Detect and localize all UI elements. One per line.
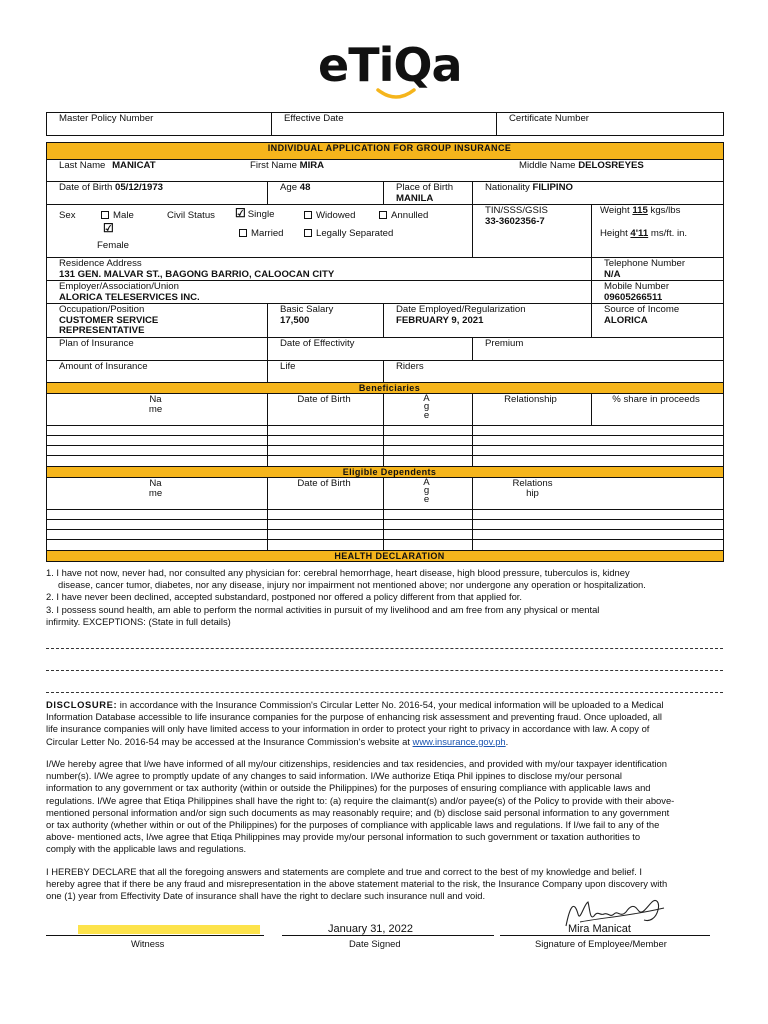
income-label: Source of Income bbox=[604, 304, 680, 315]
consent-line: comply with the applicable laws and regulations. bbox=[46, 843, 247, 855]
logo-text: eTiQa bbox=[318, 38, 462, 92]
telephone-value: N/A bbox=[604, 268, 621, 280]
dep-relationship-header-1: Relations bbox=[512, 477, 553, 489]
weight-value: 115 bbox=[632, 205, 648, 216]
age-label: Age bbox=[280, 182, 298, 193]
effectivity-label: Date of Effectivity bbox=[268, 337, 473, 360]
health-title: HEALTH DECLARATION bbox=[47, 550, 724, 561]
employer-value: ALORICA TELESERVICES INC. bbox=[59, 291, 200, 303]
height-unit: ms/ft. in. bbox=[650, 227, 688, 239]
date-employed-value: FEBRUARY 9, 2021 bbox=[396, 314, 484, 326]
consent-line: regulations. I/We agree that Etiqa Philippines shall have the right to: (a) require the claimant(s) and/or payee(s) of the Policy to provide with their above- bbox=[46, 794, 675, 806]
widowed-label: Widowed bbox=[316, 210, 356, 221]
smile-logo-mark bbox=[376, 88, 416, 100]
ben-name-header-2: me bbox=[148, 404, 163, 415]
annulled-checkbox[interactable] bbox=[379, 211, 387, 219]
consent-line: I/We hereby agree that I/we have informed of all my/our citizenships, residencies and tax residencies, and provided with my/our taxpayer identification bbox=[46, 758, 667, 769]
life-label: Life bbox=[268, 360, 384, 382]
ben-relationship-header: Relationship bbox=[473, 393, 592, 425]
dob-value: 05/12/1973 bbox=[115, 182, 164, 193]
declare-line: I HEREBY DECLARE that all the foregoing answers and statements are complete and true and correct to the best of my knowledge and belief. I bbox=[46, 866, 642, 877]
insurance-website-link[interactable]: www.insurance.gov.ph bbox=[412, 735, 506, 747]
etiqa-logo bbox=[318, 40, 468, 98]
tin-value: 33-3602356-7 bbox=[485, 215, 545, 227]
date-employed-label: Date Employed/Regularization bbox=[396, 304, 526, 315]
health-item-3b: infirmity. EXCEPTIONS: (State in full details) bbox=[46, 615, 231, 627]
ben-name-header-1: Na bbox=[149, 393, 162, 405]
master-policy-label: Master Policy Number bbox=[47, 113, 272, 136]
dep-name-header-1: Na bbox=[149, 477, 162, 489]
salary-value: 17,500 bbox=[280, 314, 310, 326]
married-checkbox[interactable] bbox=[239, 229, 247, 237]
consent-line: or tax authority (whether within or out of the Philippines) for the purposes of compliance with applicable laws and regulations. If I/we fail to any of the bbox=[46, 819, 660, 831]
dependents-title: Eligible Dependents bbox=[47, 466, 724, 477]
ben-age-header-1: A bbox=[423, 393, 430, 404]
disclosure-line1: in accordance with the Insurance Commission's Circular Letter No. 2016-54, your medical information will be uploaded to a Medical bbox=[117, 699, 664, 710]
disclosure-line4-end: . bbox=[505, 735, 509, 747]
consent-line: number(s). I/We agree to promptly update of any changes to said information. I/We authorize Etiqa Phil ippines to disclose my/our personal bbox=[46, 770, 622, 782]
ben-age-header-3: e bbox=[423, 409, 430, 421]
disclosure bbox=[46, 699, 724, 748]
male-label: Male bbox=[113, 210, 134, 221]
dep-age-header-1: A bbox=[423, 477, 430, 488]
certificate-label: Certificate Number bbox=[497, 113, 724, 136]
ben-share-header: % share in proceeds bbox=[592, 393, 724, 425]
single-label: Single bbox=[247, 209, 275, 220]
health-item-2: 2. I have never been declined, accepted substandard, postponed nor offered a policy different from that applied for. bbox=[46, 591, 523, 603]
first-name-value: MIRA bbox=[299, 160, 325, 171]
dep-row bbox=[47, 539, 724, 550]
annulled-label: Annulled bbox=[391, 210, 429, 221]
middle-name-value: DELOSREYES bbox=[578, 160, 644, 171]
height-label: Height bbox=[600, 227, 628, 239]
application-table bbox=[46, 142, 724, 562]
mobile-value: 09605266511 bbox=[604, 291, 663, 303]
nationality-value: FILIPINO bbox=[532, 182, 573, 193]
ben-dob-header: Date of Birth bbox=[268, 393, 384, 425]
weight-unit: kgs/lbs bbox=[650, 205, 681, 216]
form-title: INDIVIDUAL APPLICATION FOR GROUP INSURANCE bbox=[47, 143, 724, 160]
plan-label: Plan of Insurance bbox=[47, 337, 268, 360]
declare-line: one (1) year from Effectivity Date of insurance shall have the right to declare such insurance null and void. bbox=[46, 890, 486, 902]
dep-age-header-2: g bbox=[423, 485, 430, 496]
dep-dob-header: Date of Birth bbox=[268, 477, 384, 509]
employee-name: Mira Manicat bbox=[568, 923, 631, 935]
exceptions-line[interactable] bbox=[46, 670, 723, 671]
mobile-label: Mobile Number bbox=[604, 281, 670, 292]
pob-label: Place of Birth bbox=[396, 182, 454, 193]
date-signed-label: Date Signed bbox=[349, 938, 401, 949]
legally-separated-checkbox[interactable] bbox=[304, 229, 312, 237]
consent-line: information to any government or tax authority (within or outside the Philippines) for the purposes of ensuring compliance with applicable laws and bbox=[46, 782, 651, 794]
effective-date-label: Effective Date bbox=[272, 113, 497, 136]
telephone-label: Telephone Number bbox=[604, 258, 686, 269]
health-item-3a: 3. I possess sound health, am able to perform the normal activities in pursuit of my livelihood and am free from any physical or mental bbox=[46, 603, 600, 615]
dep-row bbox=[47, 529, 724, 539]
policy-header-table bbox=[46, 112, 724, 136]
sex-label: Sex bbox=[59, 210, 76, 221]
employer-label: Employer/Association/Union bbox=[59, 281, 179, 292]
residence-label: Residence Address bbox=[59, 258, 142, 269]
last-name-label: Last Name bbox=[59, 160, 106, 171]
married-label: Married bbox=[251, 228, 284, 239]
disclosure-line3: life insurance companies will only have limited access to your information in order to protect your right to privacy in accordance with law. A copy of bbox=[46, 723, 650, 735]
legally-separated-label: Legally Separated bbox=[316, 228, 394, 239]
dep-age-header-3: e bbox=[423, 493, 430, 505]
income-value: ALORICA bbox=[604, 314, 648, 326]
nationality-label: Nationality bbox=[485, 182, 530, 193]
ben-row bbox=[47, 445, 724, 455]
exceptions-line[interactable] bbox=[46, 692, 723, 693]
occupation-value-line2: REPRESENTATIVE bbox=[59, 325, 145, 336]
riders-label: Riders bbox=[384, 360, 724, 382]
witness-highlight bbox=[78, 925, 260, 934]
occupation-value-line1: CUSTOMER SERVICE bbox=[59, 314, 159, 326]
male-checkbox[interactable] bbox=[101, 211, 109, 219]
female-checkbox-checked[interactable]: ☑ bbox=[103, 221, 114, 235]
disclosure-label: DISCLOSURE: bbox=[46, 699, 118, 710]
amount-label: Amount of Insurance bbox=[47, 360, 268, 382]
exceptions-line[interactable] bbox=[46, 648, 723, 649]
disclosure-line4: Circular Letter No. 2016-54 may be accessed at the Insurance Commission's website at bbox=[46, 735, 413, 747]
ben-age-header-2: g bbox=[423, 401, 430, 412]
salary-label: Basic Salary bbox=[280, 304, 334, 315]
ben-row bbox=[47, 425, 724, 435]
disclosure-line2: Information Database accessible to life insurance companies for the purpose of enhancing risk assessment and preventing fraud. Once uploaded, all bbox=[46, 711, 662, 723]
civil-status-label: Civil Status bbox=[167, 210, 215, 221]
dep-row bbox=[47, 519, 724, 529]
premium-label: Premium bbox=[473, 337, 724, 360]
consent-line: mentioned personal information and/or sign such documents as may reasonably require; and (b) disclose said personal information to any government bbox=[46, 806, 670, 818]
ben-row bbox=[47, 435, 724, 445]
date-signed-value: January 31, 2022 bbox=[328, 923, 414, 935]
middle-name-label: Middle Name bbox=[519, 160, 576, 171]
single-checkbox-checked[interactable]: ☑ bbox=[235, 206, 246, 220]
health-item-1b: disease, cancer tumor, diabetes, nor any disease, injury nor impairment not mentioned above; nor undergone any operation or hospitalization. bbox=[58, 579, 646, 591]
employee-signature-line[interactable] bbox=[500, 935, 710, 936]
health-declaration bbox=[46, 567, 724, 628]
age-value: 48 bbox=[299, 182, 311, 193]
female-label: Female bbox=[97, 240, 129, 251]
consent-line: above- mentioned acts, I/we agree that Etiqa Philippines may provide my/our personal information to such government or taxation authorities to bbox=[46, 831, 641, 843]
beneficiaries-title: Beneficiaries bbox=[47, 382, 724, 393]
dep-relationship-header-2: hip bbox=[526, 488, 539, 499]
employee-signature-label: Signature of Employee/Member bbox=[535, 938, 667, 949]
health-item-1a: 1. I have not now, never had, nor consulted any physician for: cerebral hemorrhage, heart disease, high blood pressure, tuberculos is, kidney bbox=[46, 567, 630, 578]
occupation-label: Occupation/Position bbox=[59, 304, 145, 315]
declare-line: hereby agree that if there be any fraud and misrepresentation in the above statement material to the risk, the Insurance Company upon discovery with bbox=[46, 878, 668, 890]
dob-label: Date of Birth bbox=[59, 182, 113, 193]
dep-row bbox=[47, 509, 724, 519]
last-name-value: MANICAT bbox=[112, 160, 156, 171]
residence-value: 131 GEN. MALVAR ST., BAGONG BARRIO, CALOOCAN CITY bbox=[59, 268, 335, 280]
weight-label: Weight bbox=[600, 205, 630, 216]
witness-line[interactable] bbox=[46, 935, 264, 936]
ben-row bbox=[47, 455, 724, 466]
widowed-checkbox[interactable] bbox=[304, 211, 312, 219]
dep-name-header-2: me bbox=[148, 488, 163, 499]
tin-label: TIN/SSS/GSIS bbox=[485, 205, 548, 216]
first-name-label: First Name bbox=[250, 160, 297, 171]
consent-paragraph bbox=[46, 758, 724, 856]
date-signed-line[interactable] bbox=[282, 935, 494, 936]
pob-value: MANILA bbox=[396, 192, 434, 204]
height-value: 4'11 bbox=[630, 227, 649, 239]
witness-label: Witness bbox=[131, 938, 165, 949]
